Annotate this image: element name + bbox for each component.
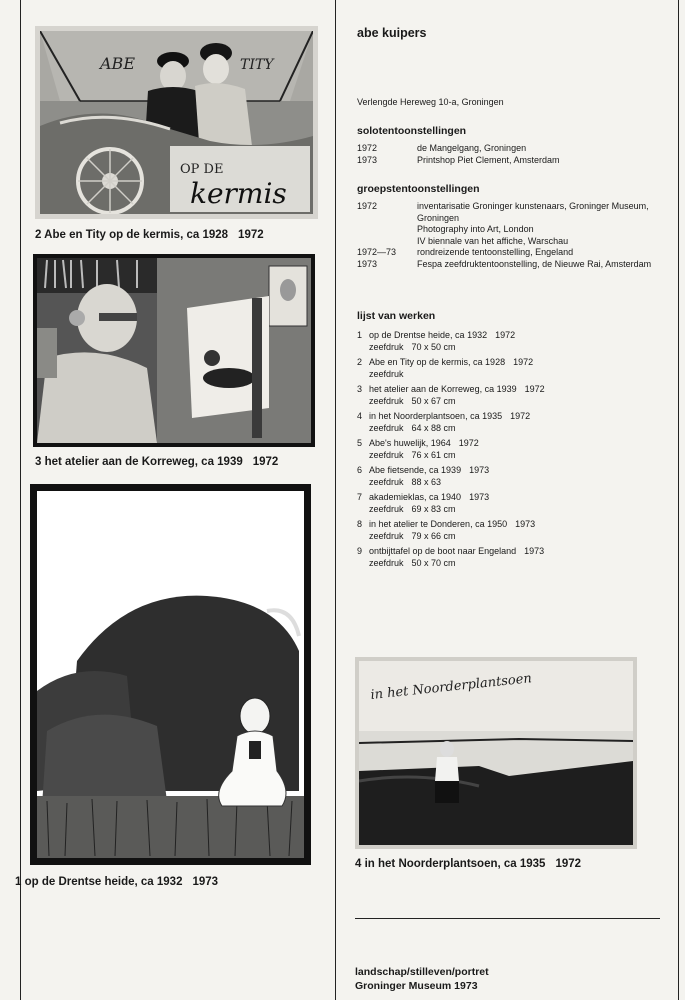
work-dimensions: 76 x 61 cm: [411, 450, 456, 460]
work-title: Abe en Tity op de kermis, ca 1928: [369, 357, 506, 367]
work-number: 2: [357, 357, 363, 367]
work-medium: zeefdruk: [369, 531, 404, 541]
exhibition-row: [357, 155, 677, 167]
work-dimensions: 50 x 70 cm: [411, 558, 456, 568]
work-dimensions: 69 x 83 cm: [411, 504, 456, 514]
work-number: 5: [357, 438, 363, 448]
kermis-op-de: OP DE: [180, 162, 224, 177]
work-medium: zeefdruk: [369, 450, 404, 460]
exhibition-text: IV biennale van het affiche, Warschau: [417, 235, 569, 246]
work-item: [357, 356, 677, 380]
work-number: 1: [357, 330, 363, 340]
work-medium: zeefdruk: [369, 504, 404, 514]
exhibition-row: [357, 247, 677, 259]
artist-name: abe kuipers: [357, 26, 427, 40]
work-year: 1972: [510, 411, 531, 421]
work-year: 1972: [524, 384, 545, 394]
exhibition-text: inventarisatie Groninger kunstenaars, Groninger Museum, Groningen: [417, 201, 649, 223]
work-medium: zeefdruk: [369, 558, 404, 568]
work-item: [357, 383, 677, 407]
exhibition-year: [357, 224, 417, 236]
work-year: 1973: [524, 546, 545, 556]
work-year: 1973: [515, 519, 536, 529]
exhibition-year: 1973: [357, 258, 378, 269]
work-year: 1973: [469, 492, 490, 502]
work-medium: zeefdruk: [369, 396, 404, 406]
caption-1: 1 op de Drentse heide, ca 1932 1973: [15, 876, 219, 888]
work-item: [357, 464, 677, 488]
exhibition-row: [357, 224, 677, 236]
kermis-sign-right: TITY: [240, 57, 274, 73]
solo-heading: solotentoonstellingen: [357, 125, 467, 137]
column-divider: [335, 0, 336, 1000]
work-title: het atelier aan de Korreweg, ca 1939: [369, 384, 517, 394]
exhibition-row: [357, 236, 677, 248]
work-title: Abe's huwelijk, 1964: [369, 438, 451, 448]
work-item: [357, 545, 677, 569]
left-margin-rule: [20, 0, 21, 1000]
work-number: 3: [357, 384, 363, 394]
exhibition-row: [357, 143, 677, 155]
work-year: 1972: [458, 438, 479, 448]
work-dimensions: 88 x 63: [411, 477, 442, 487]
work-medium: zeefdruk: [369, 423, 404, 433]
work-title: ontbijttafel op de boot naar Engeland: [369, 546, 517, 556]
exhibition-text: Printshop Piet Clement, Amsterdam: [417, 154, 560, 165]
work-number: 7: [357, 492, 363, 502]
work-year: 1973: [469, 465, 490, 475]
photo-noorderplantsoen: [355, 657, 637, 849]
artist-address: Verlengde Hereweg 10-a, Groningen: [357, 97, 504, 107]
group-list: [357, 201, 677, 270]
work-title: in het atelier te Donderen, ca 1950: [369, 519, 508, 529]
exhibition-year: 1972: [357, 143, 378, 153]
work-dimensions: 70 x 50 cm: [411, 342, 456, 352]
work-title: akademieklas, ca 1940: [369, 492, 462, 502]
plantsoen-script: in het Noorderplantsoen: [369, 671, 533, 703]
solo-list: [357, 143, 677, 166]
work-dimensions: 64 x 88 cm: [411, 423, 456, 433]
exhibition-text: de Mangelgang, Groningen: [417, 143, 527, 153]
caption-3: 3 het atelier aan de Korreweg, ca 1939 1972: [35, 456, 279, 468]
footer-line1: landschap/stilleven/portret: [355, 966, 489, 978]
work-item: [357, 491, 677, 515]
work-title: op de Drentse heide, ca 1932: [369, 330, 488, 340]
exhibition-text: rondreizende tentoonstelling, Engeland: [417, 247, 574, 257]
work-number: 6: [357, 465, 363, 475]
kermis-word: kermis: [190, 177, 287, 210]
work-dimensions: 79 x 66 cm: [411, 531, 456, 541]
work-number: 8: [357, 519, 363, 529]
right-margin-rule: [678, 0, 679, 1000]
work-medium: zeefdruk: [369, 369, 404, 379]
exhibition-text: Fespa zeefdruktentoonstelling, de Nieuwe Rai, Amsterdam: [417, 258, 652, 269]
exhibition-year: [357, 236, 417, 248]
kermis-sign-left: ABE: [100, 54, 135, 73]
footer-rule: [355, 918, 660, 919]
work-number: 9: [357, 546, 363, 556]
exhibition-year: 1973: [357, 154, 378, 165]
work-number: 4: [357, 411, 363, 421]
photo-drentse-heide: [30, 484, 311, 865]
photo-atelier: [33, 254, 315, 447]
work-year: 1972: [495, 330, 516, 340]
work-title: in het Noorderplantsoen, ca 1935: [369, 411, 503, 421]
work-title: Abe fietsende, ca 1939: [369, 465, 462, 475]
group-heading: groepstentoonstellingen: [357, 183, 480, 195]
works-list: [357, 329, 677, 572]
photo-kermis: [35, 26, 318, 219]
works-heading: lijst van werken: [357, 310, 436, 322]
caption-2: 2 Abe en Tity op de kermis, ca 1928 1972: [35, 229, 264, 241]
exhibition-text: Photography into Art, London: [417, 224, 534, 234]
caption-4: 4 in het Noorderplantsoen, ca 1935 1972: [355, 858, 582, 870]
work-item: [357, 410, 677, 434]
work-item: [357, 329, 677, 353]
exhibition-year: 1972—73: [357, 247, 397, 257]
work-year: 1972: [513, 357, 534, 367]
exhibition-year: 1972: [357, 201, 378, 211]
work-medium: zeefdruk: [369, 477, 404, 487]
work-dimensions: 50 x 67 cm: [411, 396, 456, 406]
work-medium: zeefdruk: [369, 342, 404, 352]
exhibition-row: [357, 259, 677, 271]
work-item: [357, 518, 677, 542]
exhibition-row: [357, 201, 677, 224]
footer-line2: Groninger Museum 1973: [355, 980, 478, 992]
work-item: [357, 437, 677, 461]
